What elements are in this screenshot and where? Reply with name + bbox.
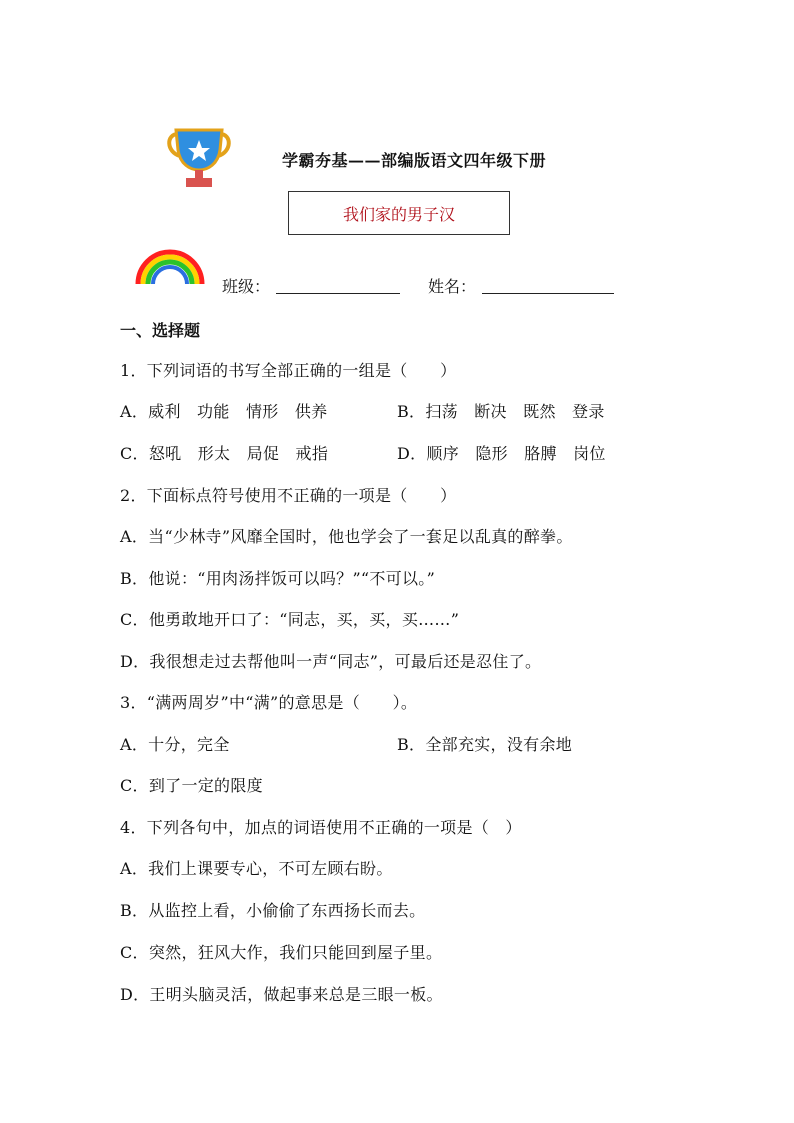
question-stem: 1．下列词语的书写全部正确的一组是（ ） [120,361,457,380]
rainbow-icon [134,246,206,286]
class-label: 班级： [222,277,271,296]
question-option: C．他勇敢地开口了：“同志，买，买，买……” [120,610,460,629]
question-stem: 4．下列各句中，加点的词语使用不正确的一项是（ ） [120,818,522,837]
question-stem: 2．下面标点符号使用不正确的一项是（ ） [120,486,457,505]
class-field[interactable] [276,292,400,294]
section-title: 一、选择题 [120,321,201,340]
question-option: B．从监控上看，小偷偷了东西扬长而去。 [120,901,426,920]
question-option: A．当“少林寺”风靡全国时，他也学会了一套足以乱真的醉拳。 [120,527,573,546]
question-option: D．王明头脑灵活，做起事来总是三眼一板。 [120,985,443,1004]
question-option: B．他说：“用肉汤拌饭可以吗？”“不可以。” [120,569,436,588]
trophy-icon [164,126,234,190]
name-field[interactable] [482,292,614,294]
question-option: D．顺序 隐形 胳膊 岗位 [397,444,606,463]
question-option: C．怒吼 形太 局促 戒指 [120,444,329,463]
question-option: D．我很想走过去帮他叫一声“同志”，可最后还是忍住了。 [120,652,542,671]
name-label: 姓名： [428,277,477,296]
question-option: B．全部充实，没有余地 [397,735,573,754]
question-option: A．十分，完全 [120,735,230,754]
question-stem: 3．“满两周岁”中“满”的意思是（ ）。 [120,693,418,712]
question-option: A．威利 功能 情形 供养 [120,402,328,421]
document-title: 学霸夯基——部编版语文四年级下册 [282,151,547,170]
lesson-title: 我们家的男子汉 [342,204,455,224]
lesson-title-box [288,191,510,235]
question-option: C．突然，狂风大作，我们只能回到屋子里。 [120,943,443,962]
question-option: A．我们上课要专心，不可左顾右盼。 [120,859,393,878]
question-option: B．扫荡 断决 既然 登录 [397,402,605,421]
question-option: C．到了一定的限度 [120,776,263,795]
